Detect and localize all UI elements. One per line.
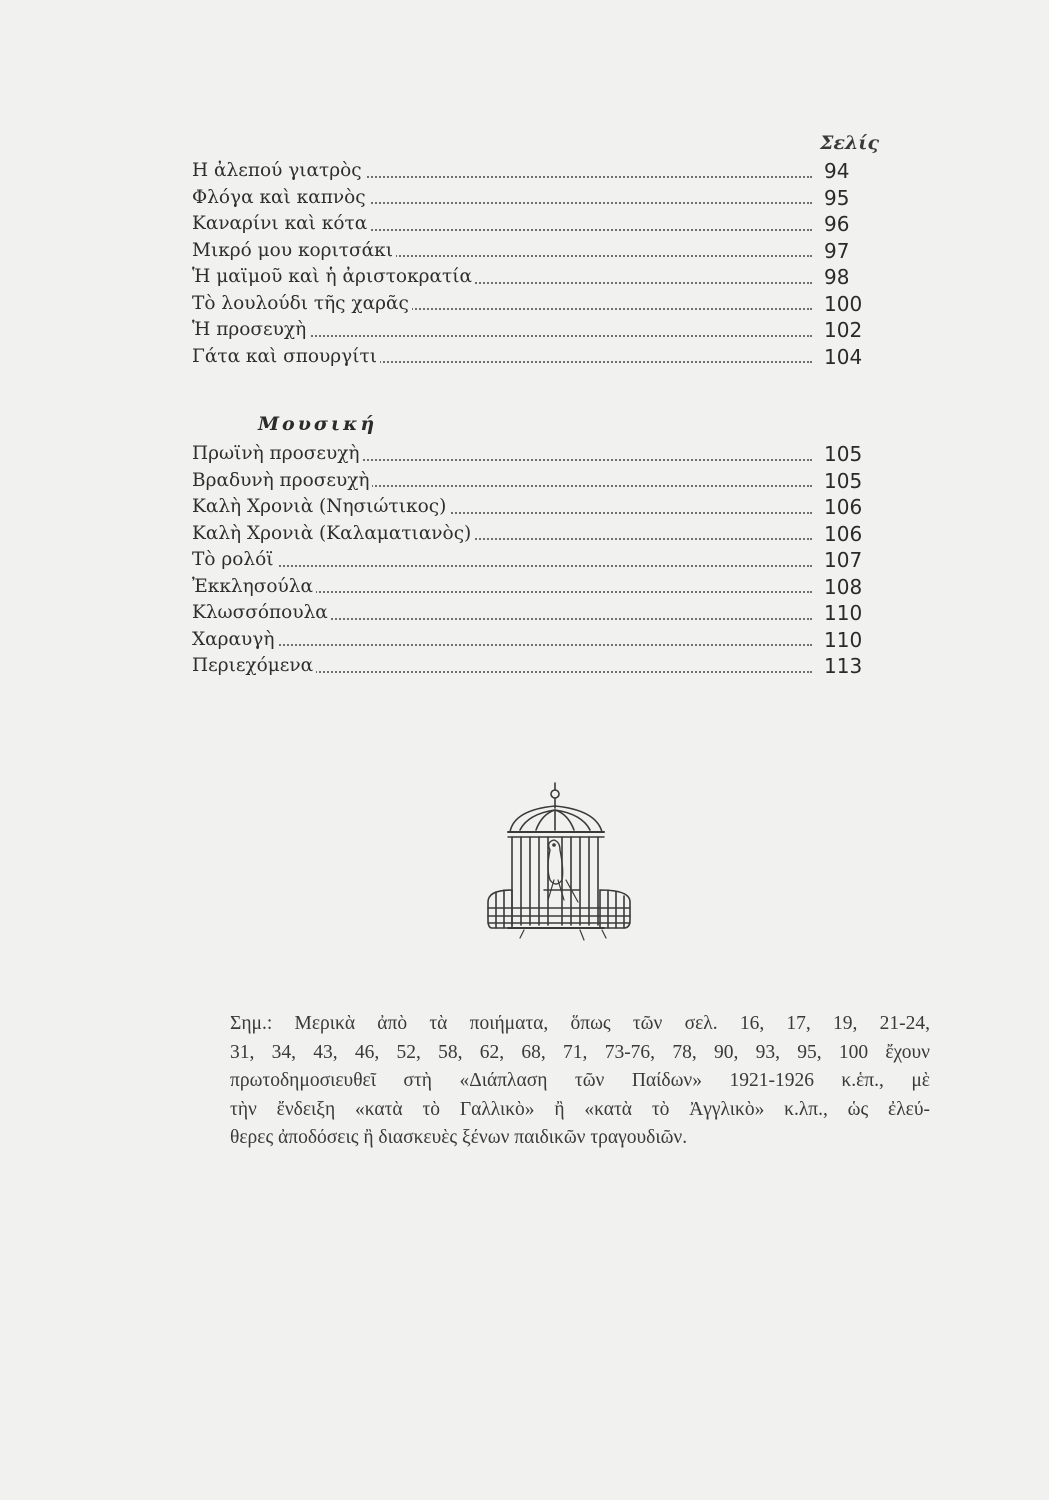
dot-leader <box>192 644 812 646</box>
toc-entry-page-number: 113 <box>824 654 863 678</box>
toc-entry-title: Περιεχόμενα <box>192 655 316 676</box>
toc-entry <box>192 291 863 318</box>
toc-entry <box>192 653 863 680</box>
toc-entry <box>192 238 850 265</box>
toc-entry-page-number: 102 <box>824 318 863 342</box>
dot-leader <box>192 565 812 567</box>
toc-entry-title: Ἡ προσευχὴ <box>192 319 309 340</box>
toc-entry <box>192 600 863 627</box>
footnote-line: τὴν ἔνδειξη «κατὰ τὸ Γαλλικὸ» ἢ «κατὰ τὸ Ἀγγλικὸ» κ.λπ., ὡς ἐλεύ- <box>230 1098 930 1120</box>
page-column-heading: Σελίς <box>820 132 880 154</box>
toc-entry-title: Καλὴ Χρονιὰ (Νησιώτικος) <box>192 496 449 517</box>
toc-entry-page-number: 94 <box>824 159 850 183</box>
toc-entry-title: Βραδυνὴ προσευχὴ <box>192 470 372 491</box>
table-of-contents-part-2 <box>192 441 863 680</box>
toc-entry-title: Καλὴ Χρονιὰ (Καλαματιανὸς) <box>192 523 474 544</box>
toc-entry-page-number: 105 <box>824 468 863 493</box>
toc-entry <box>192 521 863 548</box>
toc-entry-page-number: 98 <box>824 265 850 289</box>
toc-entry-title: Η ἀλεπού γιατρὸς <box>192 160 365 181</box>
toc-entry-title: Πρωϊνὴ προσευχὴ <box>192 443 363 464</box>
toc-entry-title: Χαραυγὴ <box>192 629 277 650</box>
toc-entry-page-number: 95 <box>824 185 850 210</box>
toc-entry-page-number: 96 <box>824 212 850 236</box>
toc-entry-page-number: 104 <box>824 344 863 369</box>
toc-entry-page-number: 105 <box>824 442 863 466</box>
footnote <box>230 1010 930 1153</box>
section-heading-music: Μουσική <box>258 413 378 435</box>
footnote-line: 31, 34, 43, 46, 52, 58, 62, 68, 71, 73-76, 78, 90, 93, 95, 100 ἔχουν <box>230 1041 930 1063</box>
toc-entry <box>192 574 863 601</box>
toc-entry <box>192 547 863 574</box>
footnote-line: Σημ.: Μερικὰ ἀπὸ τὰ ποιήματα, ὅπως τῶν σελ. 16, 17, 19, 21-24, <box>230 1013 930 1034</box>
toc-entry-title: Κλωσσόπουλα <box>192 602 331 623</box>
toc-entry <box>192 185 850 212</box>
toc-entry <box>192 158 850 185</box>
toc-entry <box>192 211 850 238</box>
toc-entry-page-number: 106 <box>824 495 863 519</box>
toc-entry <box>192 468 863 495</box>
toc-entry-page-number: 110 <box>824 627 863 652</box>
toc-entry-title: Μικρό μου κοριτσάκι <box>192 240 396 261</box>
toc-entry-title: Τὸ ρολόϊ <box>192 549 277 570</box>
toc-entry-page-number: 100 <box>824 291 863 316</box>
toc-entry-page-number: 108 <box>824 574 863 599</box>
table-of-contents-part-1 <box>192 158 863 370</box>
toc-entry-page-number: 97 <box>824 238 850 263</box>
toc-entry-title: Ἡ μαϊμοῦ καὶ ἡ ἀριστοκρατία <box>192 266 475 287</box>
toc-entry <box>192 627 863 654</box>
toc-entry-page-number: 107 <box>824 548 863 572</box>
toc-entry <box>192 494 863 521</box>
birdcage-icon <box>484 780 634 955</box>
toc-entry-title: Γάτα καὶ σπουργίτι <box>192 346 380 367</box>
footnote-line: θερες ἀποδόσεις ἢ διασκευὲς ξένων παιδικῶν τραγουδιῶν. <box>230 1127 688 1148</box>
toc-entry <box>192 317 863 344</box>
toc-entry-title: Ἐκκλησούλα <box>192 576 316 597</box>
toc-entry <box>192 441 863 468</box>
toc-entry-title: Καναρίνι καὶ κότα <box>192 213 370 234</box>
toc-entry-page-number: 106 <box>824 521 863 546</box>
toc-entry-page-number: 110 <box>824 601 863 625</box>
toc-entry <box>192 264 850 291</box>
toc-entry-title: Φλόγα καὶ καπνὸς <box>192 187 369 208</box>
footnote-line: πρωτοδημοσιευθεῖ στὴ «Διάπλαση τῶν Παίδων» 1921-1926 κ.ἑπ., μὲ <box>230 1070 930 1091</box>
toc-entry <box>192 344 863 371</box>
toc-entry-title: Τὸ λουλούδι τῆς χαρᾶς <box>192 293 412 314</box>
